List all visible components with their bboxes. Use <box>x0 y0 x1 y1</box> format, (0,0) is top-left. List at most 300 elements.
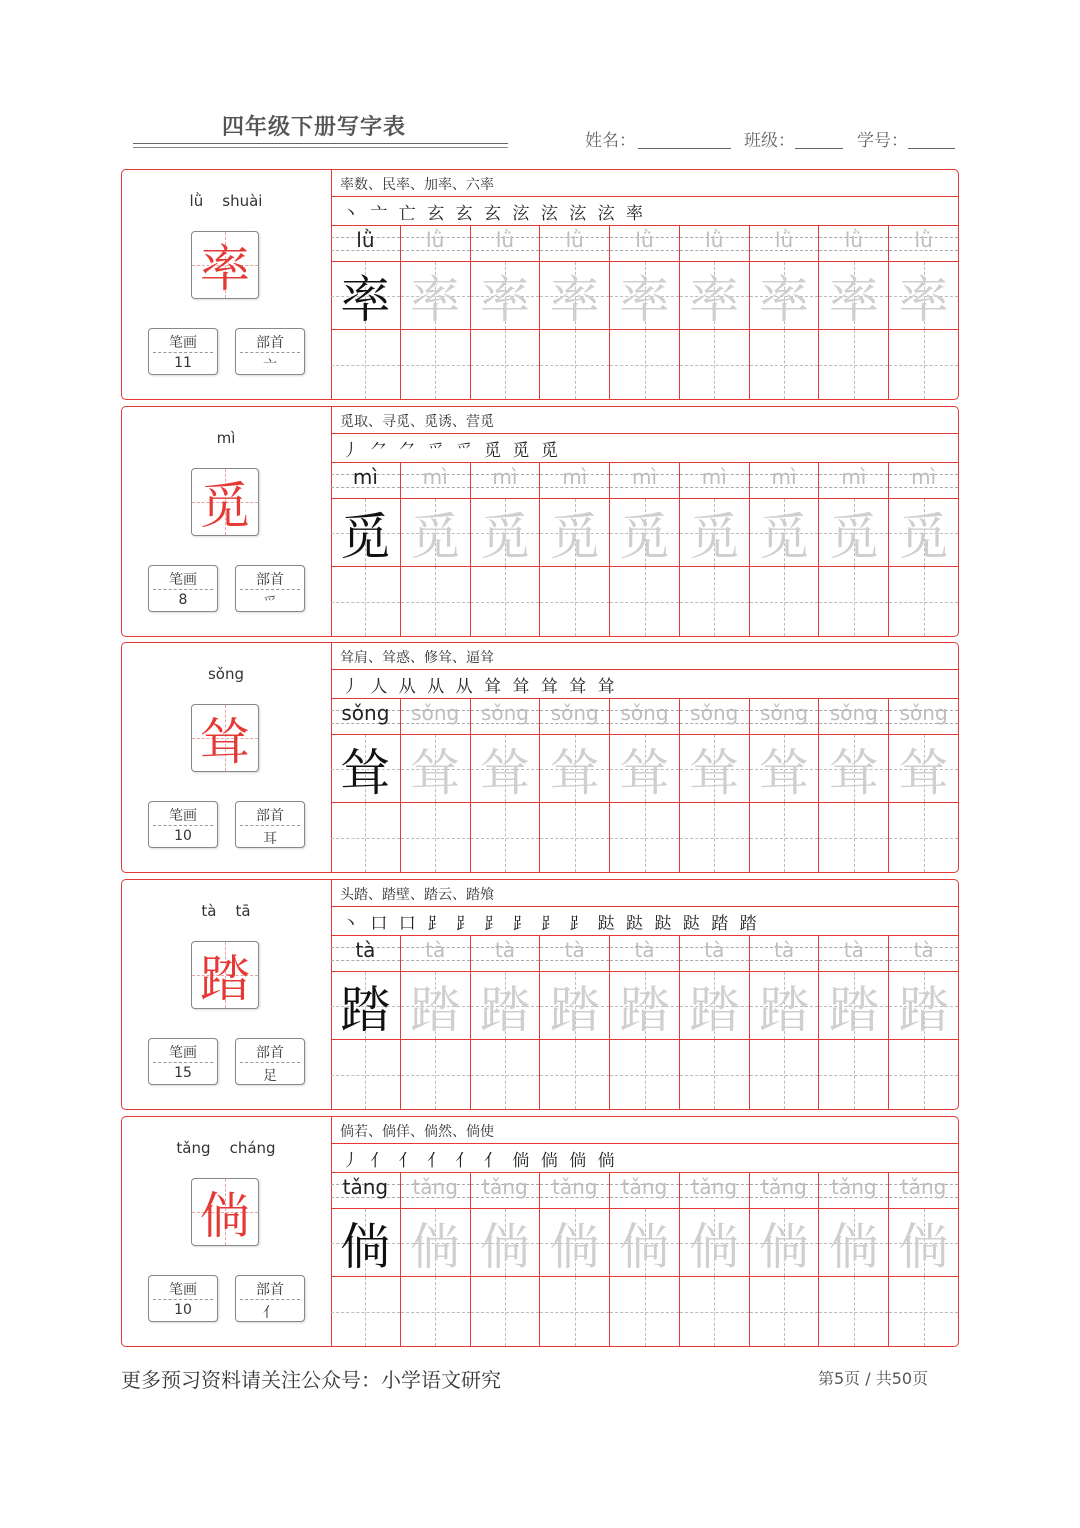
stroke-order-row <box>331 1144 958 1173</box>
trace-cell[interactable] <box>888 499 958 566</box>
word-examples: 头踏、踏壁、踏云、踏飧 <box>340 887 494 903</box>
stroke-count-box <box>148 801 218 848</box>
name-field[interactable] <box>638 148 731 149</box>
stroke-count-value: 8 <box>178 592 188 608</box>
pinyin-cell[interactable] <box>470 463 540 498</box>
pinyin-cell[interactable] <box>818 463 888 498</box>
trace-cell[interactable] <box>818 972 888 1039</box>
name-label: 姓名： <box>585 131 636 151</box>
trace-cell[interactable] <box>331 1209 400 1276</box>
blank-practice-cell[interactable] <box>470 330 540 399</box>
char-display: 觅 <box>200 477 250 535</box>
pinyin-model: mì <box>352 465 378 489</box>
pinyin-trace: tà <box>913 938 934 962</box>
blank-practice-cell[interactable] <box>818 803 888 872</box>
blank-practice-cell[interactable] <box>888 1277 958 1346</box>
stroke-count-label: 笔画 <box>169 1282 197 1298</box>
blank-practice-cell[interactable] <box>539 567 609 636</box>
char-trace: 耸 <box>549 743 600 802</box>
stroke-order: 丶 亠 亡 玄 玄 玄 泫 泫 泫 泫 率 <box>342 204 647 224</box>
pinyin-cell[interactable] <box>539 699 609 734</box>
blank-practice-cell[interactable] <box>679 330 749 399</box>
char-info-panel <box>122 407 332 636</box>
blank-practice-row <box>331 803 958 872</box>
trace-cell[interactable] <box>331 499 400 566</box>
blank-practice-row <box>331 567 958 636</box>
trace-cell[interactable] <box>609 499 679 566</box>
pinyin-trace: lǜ <box>914 228 933 252</box>
class-field[interactable] <box>795 148 843 149</box>
trace-cell[interactable] <box>749 262 819 329</box>
page-number: 第5页 / 共50页 <box>818 1369 929 1388</box>
blank-practice-cell[interactable] <box>679 567 749 636</box>
pinyin-trace: lǜ <box>426 228 445 252</box>
blank-practice-cell[interactable] <box>749 567 819 636</box>
pinyin-cell[interactable] <box>609 463 679 498</box>
char-trace: 踏 <box>898 980 949 1039</box>
pinyin-model: sǒng <box>341 701 390 725</box>
pinyin-trace: mì <box>701 465 727 489</box>
trace-cell[interactable] <box>609 262 679 329</box>
word-examples-row <box>331 880 958 907</box>
stroke-order-row <box>331 434 958 463</box>
word-examples: 倘若、倘佯、倘然、倘使 <box>340 1124 494 1140</box>
trace-cell[interactable] <box>539 735 609 802</box>
pinyin-cell[interactable] <box>539 463 609 498</box>
trace-cell[interactable] <box>749 972 819 1039</box>
trace-cell[interactable] <box>470 262 540 329</box>
trace-cell[interactable] <box>470 735 540 802</box>
blank-practice-cell[interactable] <box>679 803 749 872</box>
pinyin-cell[interactable] <box>400 936 470 971</box>
trace-cell[interactable] <box>888 972 958 1039</box>
pinyin-model: lǜ <box>356 228 375 252</box>
blank-practice-cell[interactable] <box>749 330 819 399</box>
trace-cell[interactable] <box>400 972 470 1039</box>
trace-cell[interactable] <box>539 499 609 566</box>
trace-cell[interactable] <box>679 972 749 1039</box>
radical-box <box>235 1275 305 1322</box>
trace-cell[interactable] <box>331 735 400 802</box>
footer-promo: 更多预习资料请关注公众号：小学语文研究 <box>121 1368 501 1392</box>
char-trace: 耸 <box>619 743 670 802</box>
pinyin-row <box>331 936 958 972</box>
pinyin-trace: mì <box>911 465 937 489</box>
pinyin-cell[interactable] <box>679 463 749 498</box>
pinyin-cell[interactable] <box>470 936 540 971</box>
practice-panel <box>331 170 958 399</box>
trace-cell[interactable] <box>470 499 540 566</box>
pinyin-cell[interactable] <box>888 1173 958 1208</box>
pinyin-trace: mì <box>841 465 867 489</box>
page-title: 四年级下册写字表 <box>222 115 407 140</box>
trace-cell[interactable] <box>609 735 679 802</box>
char-display-box <box>191 1178 259 1246</box>
char-trace: 踏 <box>759 980 810 1039</box>
blank-practice-cell[interactable] <box>539 803 609 872</box>
pinyin-cell[interactable] <box>400 463 470 498</box>
blank-practice-cell[interactable] <box>331 567 400 636</box>
char-trace: 踏 <box>410 980 461 1039</box>
char-trace: 觅 <box>689 507 740 566</box>
char-trace: 倘 <box>479 1217 530 1276</box>
radical-value: 足 <box>263 1068 277 1084</box>
char-trace: 率 <box>759 270 810 329</box>
word-examples-row <box>331 643 958 670</box>
char-model: 觅 <box>340 507 391 566</box>
stroke-count-box <box>148 328 218 375</box>
char-trace: 觅 <box>479 507 530 566</box>
trace-cell[interactable] <box>400 262 470 329</box>
trace-cell[interactable] <box>818 262 888 329</box>
char-model: 率 <box>340 270 391 329</box>
blank-practice-row <box>331 1040 958 1109</box>
char-trace: 踏 <box>828 980 879 1039</box>
trace-cell[interactable] <box>818 735 888 802</box>
pinyin-trace: tǎng <box>900 1175 947 1199</box>
char-pinyin: tà tā <box>201 902 251 920</box>
blank-practice-row <box>331 1277 958 1346</box>
blank-practice-cell[interactable] <box>749 803 819 872</box>
char-trace: 耸 <box>479 743 530 802</box>
pinyin-trace: tà <box>425 938 446 962</box>
trace-cell[interactable] <box>609 1209 679 1276</box>
char-model: 耸 <box>340 743 391 802</box>
stroke-order-row <box>331 670 958 699</box>
pinyin-trace: tǎng <box>831 1175 877 1199</box>
trace-row <box>331 1209 958 1277</box>
class-label: 班级： <box>744 131 795 151</box>
char-trace: 耸 <box>828 743 879 802</box>
blank-practice-cell[interactable] <box>609 1277 679 1346</box>
pinyin-trace: tǎng <box>552 1175 598 1199</box>
pinyin-cell[interactable] <box>539 1173 609 1208</box>
pinyin-trace: sǒng <box>411 701 460 725</box>
trace-cell[interactable] <box>539 262 609 329</box>
blank-practice-cell[interactable] <box>331 330 400 399</box>
practice-grid <box>331 1173 958 1346</box>
blank-practice-cell[interactable] <box>470 1040 540 1109</box>
stroke-order: 丿 ⺈ ⺈ 爫 爫 觅 觅 觅 <box>342 441 561 461</box>
trace-cell[interactable] <box>331 262 400 329</box>
pinyin-cell[interactable] <box>749 936 819 971</box>
pinyin-cell[interactable] <box>609 226 679 261</box>
char-trace: 率 <box>549 270 600 329</box>
practice-panel <box>331 880 958 1109</box>
char-pinyin: mì <box>216 429 236 447</box>
trace-cell[interactable] <box>400 735 470 802</box>
blank-practice-cell[interactable] <box>609 803 679 872</box>
pinyin-cell[interactable] <box>749 226 819 261</box>
pinyin-cell[interactable] <box>749 463 819 498</box>
stroke-count-label: 笔画 <box>169 335 197 351</box>
char-trace: 踏 <box>689 980 740 1039</box>
practice-panel <box>331 407 958 636</box>
character-entry <box>121 642 959 873</box>
pinyin-trace: lǜ <box>774 228 794 252</box>
trace-cell[interactable] <box>888 262 958 329</box>
char-trace: 踏 <box>549 980 600 1039</box>
char-info-panel <box>122 1117 332 1346</box>
pinyin-cell[interactable] <box>400 1173 470 1208</box>
blank-practice-cell[interactable] <box>888 803 958 872</box>
radical-box <box>235 801 305 848</box>
trace-cell[interactable] <box>609 972 679 1039</box>
pinyin-trace: tǎng <box>691 1175 738 1199</box>
radical-value: 爫 <box>263 595 277 611</box>
pinyin-cell[interactable] <box>609 699 679 734</box>
pinyin-cell[interactable] <box>470 699 540 734</box>
pinyin-cell[interactable] <box>679 226 749 261</box>
trace-cell[interactable] <box>470 1209 540 1276</box>
number-field[interactable] <box>908 148 955 149</box>
word-examples: 觅取、寻觅、觅诱、营觅 <box>340 414 494 430</box>
stroke-count-label: 笔画 <box>169 1045 197 1061</box>
char-trace: 率 <box>479 270 530 329</box>
word-examples-row <box>331 407 958 434</box>
blank-practice-cell[interactable] <box>539 1040 609 1109</box>
practice-panel <box>331 643 958 872</box>
blank-practice-cell[interactable] <box>818 567 888 636</box>
blank-practice-cell[interactable] <box>609 330 679 399</box>
blank-practice-cell[interactable] <box>331 803 400 872</box>
char-model: 倘 <box>340 1217 391 1276</box>
pinyin-cell[interactable] <box>539 226 609 261</box>
char-display-box <box>191 704 259 772</box>
word-examples-row <box>331 1117 958 1144</box>
pinyin-cell[interactable] <box>609 1173 679 1208</box>
practice-grid <box>331 226 958 399</box>
char-trace: 倘 <box>689 1217 740 1276</box>
blank-practice-cell[interactable] <box>400 330 470 399</box>
char-trace: 觅 <box>898 507 949 566</box>
blank-practice-cell[interactable] <box>331 1040 400 1109</box>
pinyin-trace: lǜ <box>635 228 654 252</box>
radical-label: 部首 <box>256 808 284 824</box>
pinyin-cell[interactable] <box>818 936 888 971</box>
number-label: 学号： <box>857 131 908 151</box>
stroke-order: 丿 人 从 从 从 耸 耸 耸 耸 耸 <box>342 677 618 697</box>
trace-cell[interactable] <box>679 1209 749 1276</box>
pinyin-cell[interactable] <box>400 226 470 261</box>
pinyin-cell[interactable] <box>679 936 749 971</box>
pinyin-cell[interactable] <box>400 699 470 734</box>
trace-cell[interactable] <box>679 262 749 329</box>
radical-label: 部首 <box>256 572 284 588</box>
blank-practice-cell[interactable] <box>400 803 470 872</box>
pinyin-model: tà <box>355 938 376 962</box>
char-display: 耸 <box>200 713 250 771</box>
char-trace: 倘 <box>549 1217 600 1276</box>
blank-practice-cell[interactable] <box>539 330 609 399</box>
char-trace: 率 <box>410 270 461 329</box>
pinyin-trace: sǒng <box>690 701 739 725</box>
character-entry <box>121 406 959 637</box>
char-trace: 踏 <box>619 980 670 1039</box>
trace-cell[interactable] <box>888 1209 958 1276</box>
word-examples: 率数、民率、加率、六率 <box>340 177 494 193</box>
char-trace: 率 <box>689 270 740 329</box>
char-display: 倘 <box>200 1187 250 1245</box>
title-underline-thin <box>133 147 508 148</box>
blank-practice-cell[interactable] <box>470 803 540 872</box>
blank-practice-cell[interactable] <box>679 1040 749 1109</box>
char-trace: 觅 <box>410 507 461 566</box>
pinyin-cell[interactable] <box>331 463 400 498</box>
char-trace: 耸 <box>689 743 740 802</box>
stroke-count-label: 笔画 <box>169 572 197 588</box>
stroke-count-value: 11 <box>174 355 192 371</box>
char-trace: 倘 <box>410 1217 461 1276</box>
character-entry <box>121 879 959 1110</box>
blank-practice-cell[interactable] <box>749 1277 819 1346</box>
stroke-count-label: 笔画 <box>169 808 197 824</box>
char-model: 踏 <box>340 980 391 1039</box>
pinyin-trace: tà <box>634 938 655 962</box>
pinyin-trace: tà <box>774 938 795 962</box>
pinyin-cell[interactable] <box>818 1173 888 1208</box>
blank-practice-cell[interactable] <box>818 1277 888 1346</box>
trace-cell[interactable] <box>539 972 609 1039</box>
blank-practice-cell[interactable] <box>609 1040 679 1109</box>
trace-cell[interactable] <box>400 499 470 566</box>
pinyin-cell[interactable] <box>888 936 958 971</box>
trace-cell[interactable] <box>679 499 749 566</box>
char-trace: 耸 <box>759 743 810 802</box>
char-trace: 倘 <box>898 1217 949 1276</box>
pinyin-cell[interactable] <box>888 699 958 734</box>
stroke-count-box <box>148 565 218 612</box>
practice-panel <box>331 1117 958 1346</box>
pinyin-trace: lǜ <box>844 228 863 252</box>
pinyin-trace: sǒng <box>550 701 599 725</box>
blank-practice-cell[interactable] <box>400 567 470 636</box>
trace-cell[interactable] <box>818 499 888 566</box>
blank-practice-cell[interactable] <box>818 1040 888 1109</box>
trace-cell[interactable] <box>400 1209 470 1276</box>
pinyin-cell[interactable] <box>888 463 958 498</box>
stroke-count-box <box>148 1275 218 1322</box>
stroke-order-row <box>331 197 958 226</box>
blank-practice-cell[interactable] <box>679 1277 749 1346</box>
pinyin-cell[interactable] <box>331 936 400 971</box>
char-trace: 觅 <box>619 507 670 566</box>
character-entry <box>121 169 959 400</box>
pinyin-trace: tà <box>494 938 515 962</box>
trace-row <box>331 972 958 1040</box>
trace-cell[interactable] <box>818 1209 888 1276</box>
trace-cell[interactable] <box>749 499 819 566</box>
blank-practice-cell[interactable] <box>539 1277 609 1346</box>
pinyin-trace: lǜ <box>565 228 584 252</box>
pinyin-cell[interactable] <box>888 226 958 261</box>
pinyin-cell[interactable] <box>331 1173 400 1208</box>
practice-grid <box>331 936 958 1109</box>
radical-box <box>235 565 305 612</box>
trace-row <box>331 262 958 330</box>
pinyin-cell[interactable] <box>331 226 400 261</box>
stroke-count-value: 15 <box>174 1065 192 1081</box>
practice-grid <box>331 463 958 636</box>
title-underline <box>133 143 508 144</box>
stroke-order: 丶 口 口 ⻊ ⻊ ⻊ ⻊ ⻊ ⻊ 跶 跶 跶 跶 踏 踏 <box>342 914 760 934</box>
pinyin-cell[interactable] <box>679 699 749 734</box>
pinyin-cell[interactable] <box>749 699 819 734</box>
char-trace: 率 <box>619 270 670 329</box>
char-trace: 倘 <box>619 1217 670 1276</box>
char-trace: 率 <box>828 270 879 329</box>
trace-cell[interactable] <box>749 735 819 802</box>
pinyin-cell[interactable] <box>331 699 400 734</box>
radical-value: 亠 <box>263 358 277 374</box>
pinyin-model: tǎng <box>342 1175 389 1199</box>
pinyin-cell[interactable] <box>679 1173 749 1208</box>
blank-practice-cell[interactable] <box>400 1277 470 1346</box>
char-info-panel <box>122 880 332 1109</box>
character-entry <box>121 1116 959 1347</box>
pinyin-trace: sǒng <box>829 701 878 725</box>
radical-box <box>235 1038 305 1085</box>
radical-label: 部首 <box>256 1282 284 1298</box>
blank-practice-cell[interactable] <box>331 1277 400 1346</box>
pinyin-cell[interactable] <box>818 699 888 734</box>
pinyin-trace: tǎng <box>621 1175 668 1199</box>
stroke-order-row <box>331 907 958 936</box>
char-pinyin: tǎng cháng <box>176 1139 276 1157</box>
pinyin-trace: tǎng <box>482 1175 528 1199</box>
blank-practice-cell[interactable] <box>888 330 958 399</box>
blank-practice-cell[interactable] <box>400 1040 470 1109</box>
radical-box <box>235 328 305 375</box>
pinyin-cell[interactable] <box>470 1173 540 1208</box>
char-trace: 倘 <box>759 1217 810 1276</box>
pinyin-trace: sǒng <box>620 701 669 725</box>
trace-cell[interactable] <box>331 972 400 1039</box>
trace-row <box>331 735 958 803</box>
trace-cell[interactable] <box>749 1209 819 1276</box>
pinyin-cell[interactable] <box>818 226 888 261</box>
char-display-box <box>191 468 259 536</box>
trace-cell[interactable] <box>888 735 958 802</box>
pinyin-cell[interactable] <box>539 936 609 971</box>
stroke-count-value: 10 <box>174 828 192 844</box>
pinyin-row <box>331 226 958 262</box>
trace-cell[interactable] <box>539 1209 609 1276</box>
radical-label: 部首 <box>256 335 284 351</box>
pinyin-trace: mì <box>771 465 797 489</box>
pinyin-trace: sǒng <box>480 701 529 725</box>
pinyin-row <box>331 463 958 499</box>
char-trace: 耸 <box>410 743 461 802</box>
pinyin-cell[interactable] <box>749 1173 819 1208</box>
blank-practice-cell[interactable] <box>818 330 888 399</box>
pinyin-cell[interactable] <box>609 936 679 971</box>
blank-practice-cell[interactable] <box>888 1040 958 1109</box>
trace-cell[interactable] <box>679 735 749 802</box>
pinyin-trace: tǎng <box>761 1175 807 1199</box>
pinyin-cell[interactable] <box>470 226 540 261</box>
blank-practice-cell[interactable] <box>609 567 679 636</box>
blank-practice-cell[interactable] <box>470 567 540 636</box>
blank-practice-cell[interactable] <box>888 567 958 636</box>
pinyin-trace: lǜ <box>705 228 724 252</box>
trace-cell[interactable] <box>470 972 540 1039</box>
blank-practice-cell[interactable] <box>749 1040 819 1109</box>
char-trace: 觅 <box>759 507 810 566</box>
blank-practice-cell[interactable] <box>470 1277 540 1346</box>
blank-practice-row <box>331 330 958 399</box>
word-examples-row <box>331 170 958 197</box>
